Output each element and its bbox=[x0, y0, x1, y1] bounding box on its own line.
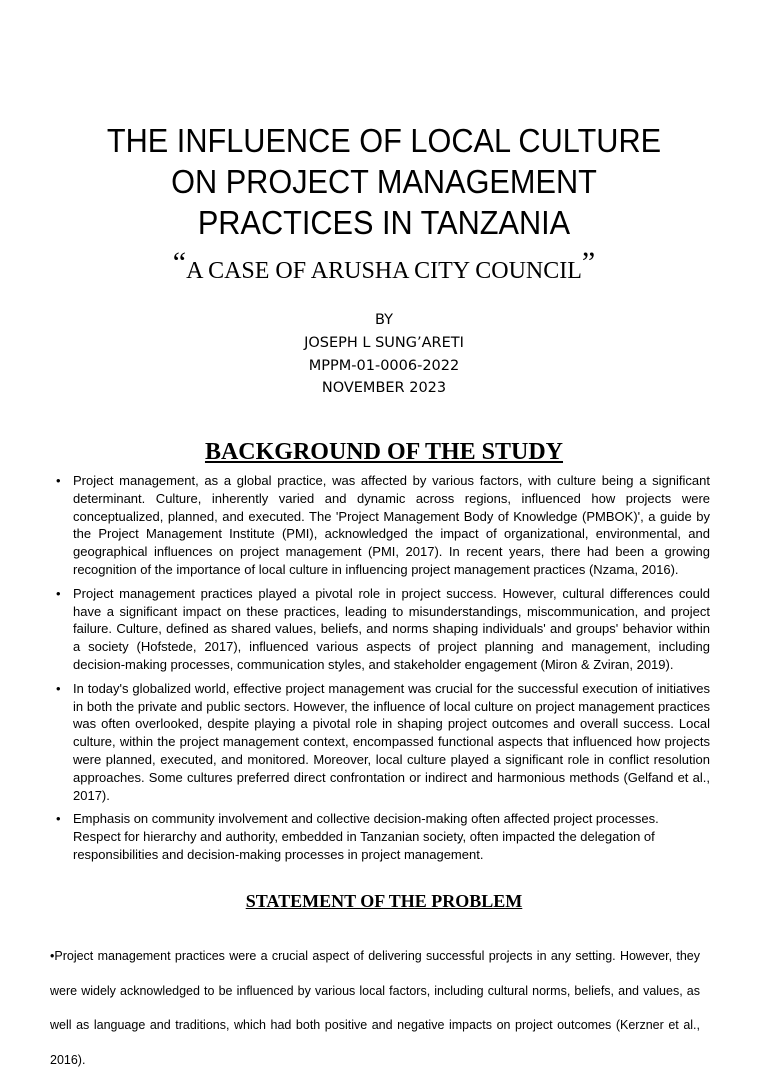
background-paragraph-4: • Emphasis on community involvement and collective decision-making often affected project processes. Respect for hierarchy and authority, embedded in Tanzanian society, often impacted the delegation of responsibilities and decision-making processes in project management. bbox=[52, 810, 710, 863]
registration-number: MPPM-01-0006-2022 bbox=[308, 358, 460, 374]
document-title bbox=[64, 120, 704, 243]
title-line-1: THE INFLUENCE OF LOCAL CULTURE bbox=[106, 122, 662, 159]
subtitle-close-quote: ” bbox=[581, 246, 596, 279]
background-list bbox=[52, 472, 710, 870]
submission-date: NOVEMBER 2023 bbox=[321, 380, 447, 396]
background-paragraph-1: • Project management, as a global practice, was affected by various factors, with culture being a significant determinant. Culture, inherently varied and dynamic across regions, influenced how projects were conceptualized, planned, and executed. The 'Project Management Body of Knowledge (PMBOK)', a guide by the Project Management Institute (PMI), acknowledged the impact of organizational, environmental, and geographical influences on project management (PMI, 2017). In recent years, there had been a growing recognition of the importance of local culture in influencing project management practices (Nzama, 2016). bbox=[52, 472, 710, 579]
problem-heading: STATEMENT OF THE PROBLEM bbox=[245, 891, 523, 911]
author-by: BY bbox=[374, 312, 393, 328]
background-paragraph-2: • Project management practices played a pivotal role in project success. However, cultural differences could have a significant impact on these practices, leading to misunderstandings, miscommunication, and project failure. Culture, defined as shared values, beliefs, and norms shaping individuals' and groups' behavior within a society (Hofstede, 2017), influenced various aspects of project planning and management, including decision-making processes, communication styles, and stakeholder engagement (Miron & Zviran, 2019). bbox=[52, 585, 710, 674]
title-line-3: PRACTICES IN TANZANIA bbox=[197, 204, 571, 241]
author-name: JOSEPH L SUNG’ARETI bbox=[304, 335, 464, 351]
background-paragraph-3: • In today's globalized world, effective project management was crucial for the successful execution of initiatives in both the private and public sectors. However, the influence of local culture on project management practices was often overlooked, despite playing a pivotal role in shaping project outcomes and overall success. Local culture, within the project management context, encompassed functional aspects that influenced how projects were planned, executed, and monitored. Moreover, local culture played a significant role in conflict resolution approaches. Some cultures preferred direct confrontation or indirect and harmonious methods (Gelfand et al., 2017). bbox=[52, 680, 710, 805]
problem-paragraph: •Project management practices were a crucial aspect of delivering successful projects in any setting. However, they were widely acknowledged to be influenced by various local factors, including cultural norms, beliefs, and values, as well as language and traditions, which had both positive and negative impacts on project outcomes (Kerzner et al., 2016). bbox=[50, 949, 700, 1067]
title-line-2: ON PROJECT MANAGEMENT bbox=[171, 163, 597, 200]
subtitle-open-quote: “ bbox=[172, 246, 187, 279]
background-heading: BACKGROUND OF THE STUDY bbox=[204, 439, 564, 465]
document-subtitle bbox=[40, 248, 728, 286]
subtitle-text: A CASE OF ARUSHA CITY COUNCIL bbox=[186, 258, 582, 284]
